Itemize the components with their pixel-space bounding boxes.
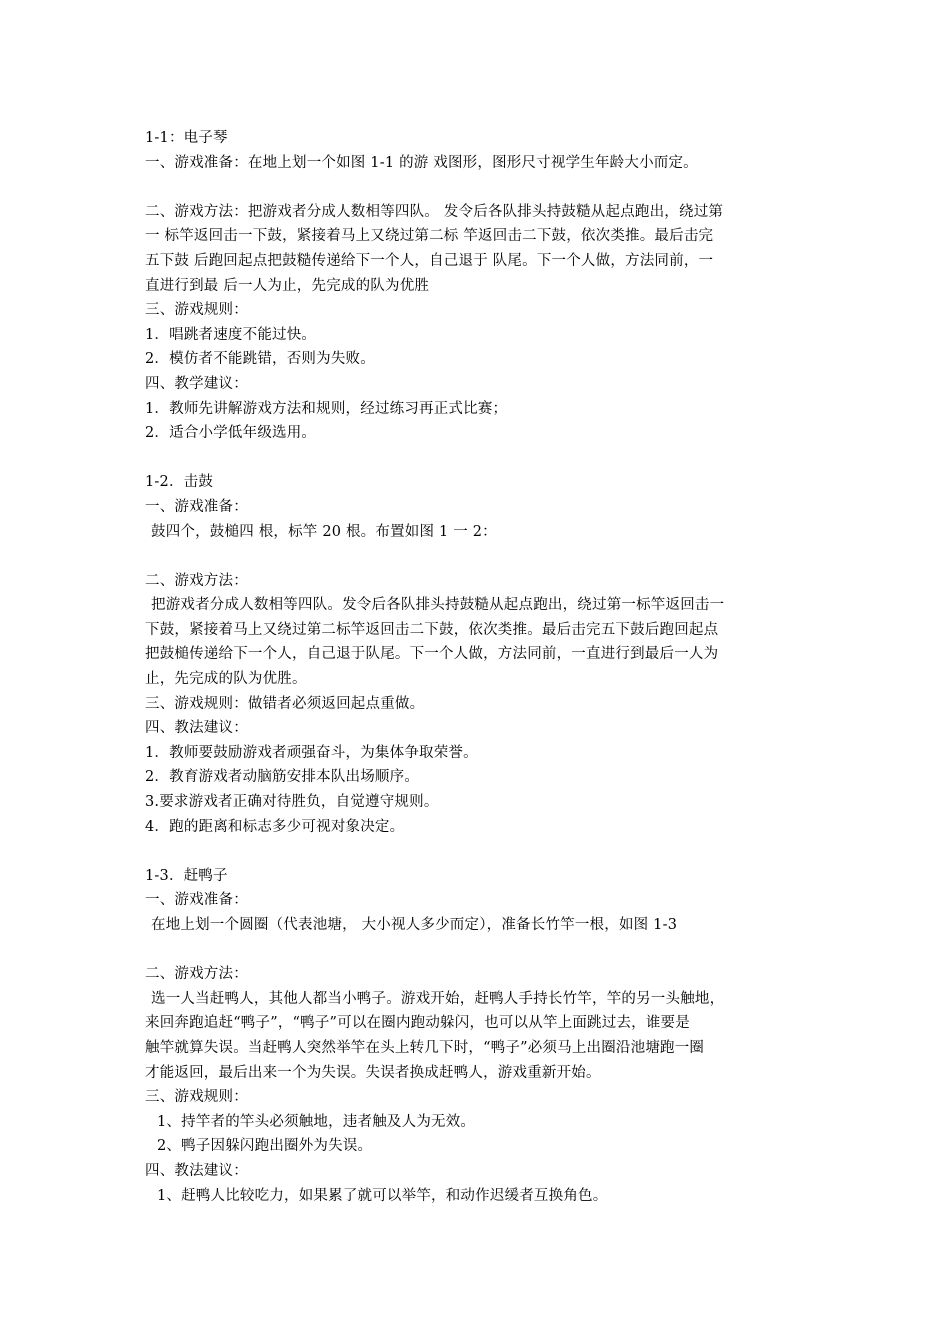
section-title: 1-1：电子琴 <box>145 130 228 146</box>
preparation-text: 鼓四个，鼓槌四 根，标竿 20 根。布置如图 1 一 2： <box>151 523 497 540</box>
advice-item: 4．跑的距离和标志多少可视对象决定。 <box>145 818 405 835</box>
rule-item: 1、持竿者的竿头必须触地，违者触及人为无效。 <box>157 1113 476 1130</box>
section-title: 1-2．击鼓 <box>145 474 214 491</box>
document-page <box>145 126 810 1208</box>
advice-heading: 四、教法建议： <box>145 720 248 737</box>
blank-line <box>145 938 810 963</box>
blank-line <box>145 446 810 471</box>
method-line: 二、游戏方法：把游戏者分成人数相等四队。 发令后各队排头持鼓糙从起点跑出，绕过第 <box>145 203 724 220</box>
method-line: 才能返回，最后出来一个为失误。失误者换成赶鸭人，游戏重新开始。 <box>145 1064 601 1081</box>
advice-item: 1．教师要鼓励游戏者顽强奋斗，为集体争取荣誉。 <box>145 744 478 761</box>
preparation-text: 在地上划一个圆圈（代表池塘， 大小视人多少而定），准备长竹竿一根，如图 1-3 <box>151 917 678 933</box>
blank-line <box>145 175 810 200</box>
rule-item: 1．唱跳者速度不能过快。 <box>145 326 317 343</box>
rules-heading: 三、游戏规则： <box>145 302 248 319</box>
section-title: 1-3．赶鸭子 <box>145 867 228 884</box>
rules-heading: 三、游戏规则： <box>145 1089 248 1106</box>
rule-item: 2．模仿者不能跳错，否则为失败。 <box>145 351 375 368</box>
section-1-3 <box>145 864 810 1208</box>
advice-item: 2．教育游戏者动脑筋安排本队出场顺序。 <box>145 769 420 786</box>
method-line: 下鼓，紧接着马上又绕过第二标竿返回击二下鼓，依次类推。最后击完五下鼓后跑回起点 <box>145 621 719 638</box>
game-preparation: 一、游戏准备：在地上划一个如图 1-1 的游 戏图形，图形尺寸视学生年龄大小而定。 <box>145 154 698 171</box>
blank-line <box>145 839 810 864</box>
method-line: 把鼓槌传递给下一个人，自己退于队尾。下一个人做，方法同前，一直进行到最后一人为 <box>145 646 719 663</box>
section-1-1 <box>145 126 810 446</box>
method-line: 直进行到最 后一人为止，先完成的队为优胜 <box>145 277 430 294</box>
advice-heading: 四、教学建议： <box>145 375 248 392</box>
method-heading: 二、游戏方法： <box>145 572 248 589</box>
advice-item: 1．教师先讲解游戏方法和规则，经过练习再正式比赛； <box>145 400 508 417</box>
method-heading: 二、游戏方法： <box>145 966 248 983</box>
rules-line: 三、游戏规则：做错者必须返回起点重做。 <box>145 695 425 712</box>
advice-heading: 四、教法建议： <box>145 1162 248 1179</box>
method-line: 把游戏者分成人数相等四队。发令后各队排头持鼓糙从起点跑出，绕过第一标竿返回击一 <box>151 597 725 614</box>
method-line: 选一人当赶鸭人，其他人都当小鸭子。游戏开始，赶鸭人手持长竹竿，竿的另一头触地， <box>151 990 725 1007</box>
method-line: 止，先完成的队为优胜。 <box>145 671 307 688</box>
method-line: 一 标竿返回击一下鼓，紧接着马上又绕过第二标 竿返回击二下鼓，依次类推。最后击完 <box>145 228 714 245</box>
preparation-heading: 一、游戏准备： <box>145 498 248 515</box>
advice-item: 3.要求游戏者正确对待胜负，自觉遵守规则。 <box>145 794 439 811</box>
advice-item: 2．适合小学低年级选用。 <box>145 425 317 442</box>
section-1-2 <box>145 470 810 839</box>
blank-line <box>145 544 810 569</box>
rule-item: 2、鸭子因躲闪跑出圈外为失误。 <box>157 1138 373 1155</box>
preparation-heading: 一、游戏准备： <box>145 892 248 909</box>
method-line: 来回奔跑追赶“鸭子”，“鸭子”可以在圈内跑动躲闪，也可以从竿上面跳过去，谁要是 <box>145 1015 690 1032</box>
method-line: 触竿就算失误。当赶鸭人突然举竿在头上转几下时，“鸭子”必须马上出圈沿池塘跑一圈 <box>145 1039 705 1056</box>
advice-item: 1、赶鸭人比较吃力，如果累了就可以举竿，和动作迟缓者互换角色。 <box>157 1187 608 1204</box>
method-line: 五下鼓 后跑回起点把鼓糙传递给下一个人，自己退于 队尾。下一个人做，方法同前，一 <box>145 252 714 269</box>
